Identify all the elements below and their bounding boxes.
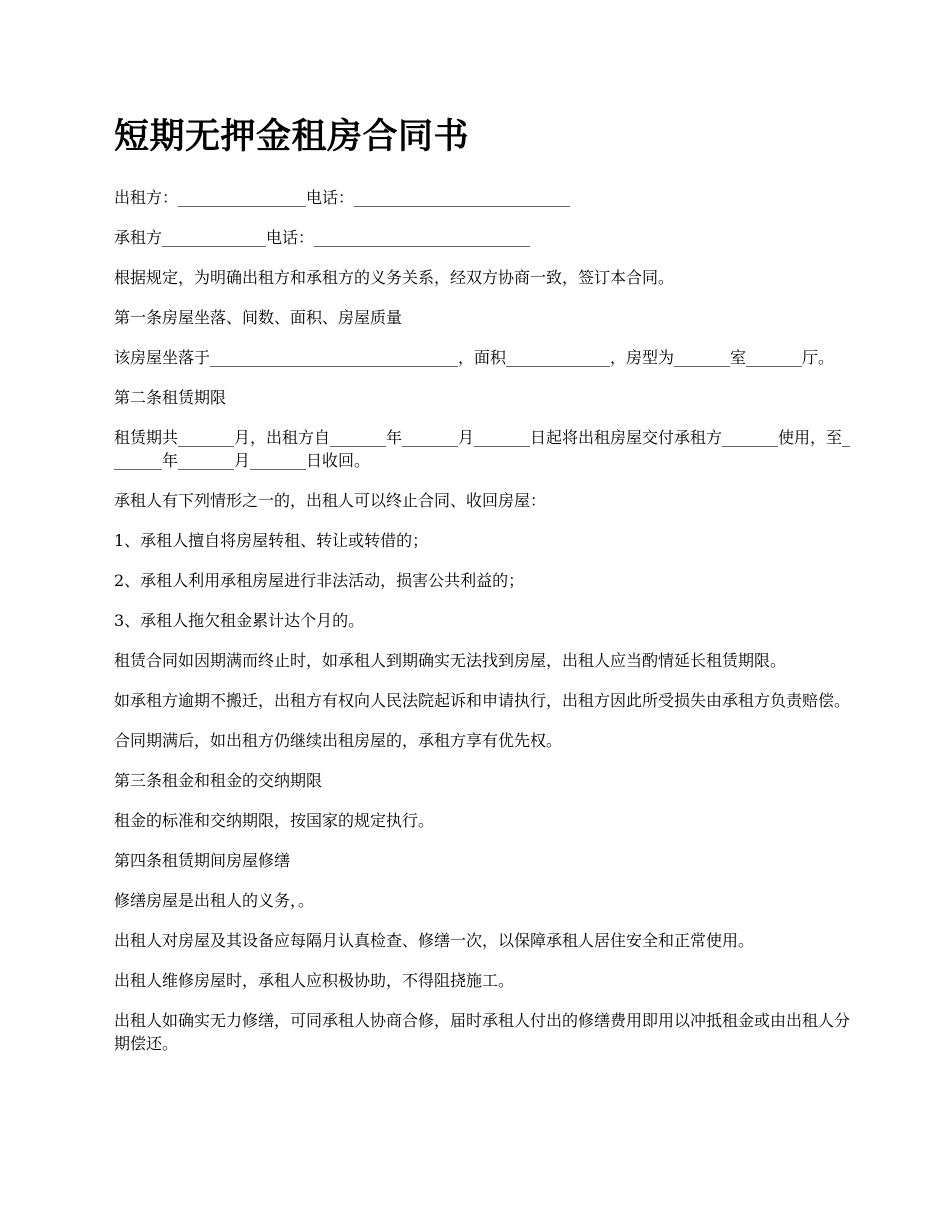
termination-item-2: 2、承租人利用承租房屋进行非法活动，损害公共利益的；: [114, 571, 525, 590]
article-2-heading: 第二条租赁期限: [114, 388, 227, 407]
priority-right-paragraph: 合同期满后，如出租方仍继续出租房屋的，承租方享有优先权。: [114, 731, 563, 750]
article-3-heading: 第三条租金和租金的交纳期限: [114, 771, 323, 790]
termination-item-1: 1、承租人擅自将房屋转租、转让或转借的；: [114, 531, 429, 550]
lease-term-paragraph: 租赁期共_______月，出租方自_______年_______月_______日起将出租房屋交付承租方_______使用，至_______年_______月_______日收回。: [114, 428, 851, 470]
document-page: [114, 112, 854, 1072]
inspection-paragraph: 出租人对房屋及其设备应每隔月认真检查、修缮一次，以保障承租人居住安全和正常使用。: [114, 931, 755, 950]
preamble-paragraph: 根据规定，为明确出租方和承租方的义务关系，经双方协商一致，签订本合同。: [114, 268, 675, 287]
article-4-heading: 第四条租赁期间房屋修缮: [114, 851, 291, 870]
landlord-line: 出租方：________________电话：___________________________: [114, 188, 571, 207]
expiry-extension-paragraph: 租赁合同如因期满而终止时，如承租人到期确实无法找到房屋，出租人应当酌情延长租赁期限。: [114, 651, 787, 670]
property-location-paragraph: 该房屋坐落于_______________________________，面积_____________，房型为_______室_______厅。: [114, 348, 835, 367]
article-1-heading: 第一条房屋坐落、间数、面积、房屋质量: [114, 308, 403, 327]
rent-standard-paragraph: 租金的标准和交纳期限，按国家的规定执行。: [114, 811, 435, 830]
termination-intro-paragraph: 承租人有下列情形之一的，出租人可以终止合同、收回房屋：: [114, 491, 547, 510]
document-title: 短期无押金租房合同书: [114, 116, 470, 157]
cooperation-paragraph: 出租人维修房屋时，承租人应积极协助，不得阻挠施工。: [114, 971, 515, 990]
tenant-line: 承租方_____________电话：___________________________: [114, 228, 531, 247]
joint-repair-paragraph: 出租人如确实无力修缮，可同承租人协商合修，届时承租人付出的修缮费用即用以冲抵租金或由出租人分期偿还。: [114, 1011, 851, 1053]
overdue-move-paragraph: 如承租方逾期不搬迁，出租方有权向人民法院起诉和申请执行，出租方因此所受损失由承租方负责赔偿。: [114, 691, 851, 710]
repair-duty-paragraph: 修缮房屋是出租人的义务，。: [114, 891, 315, 910]
termination-item-3: 3、承租人拖欠租金累计达个月的。: [114, 611, 365, 630]
